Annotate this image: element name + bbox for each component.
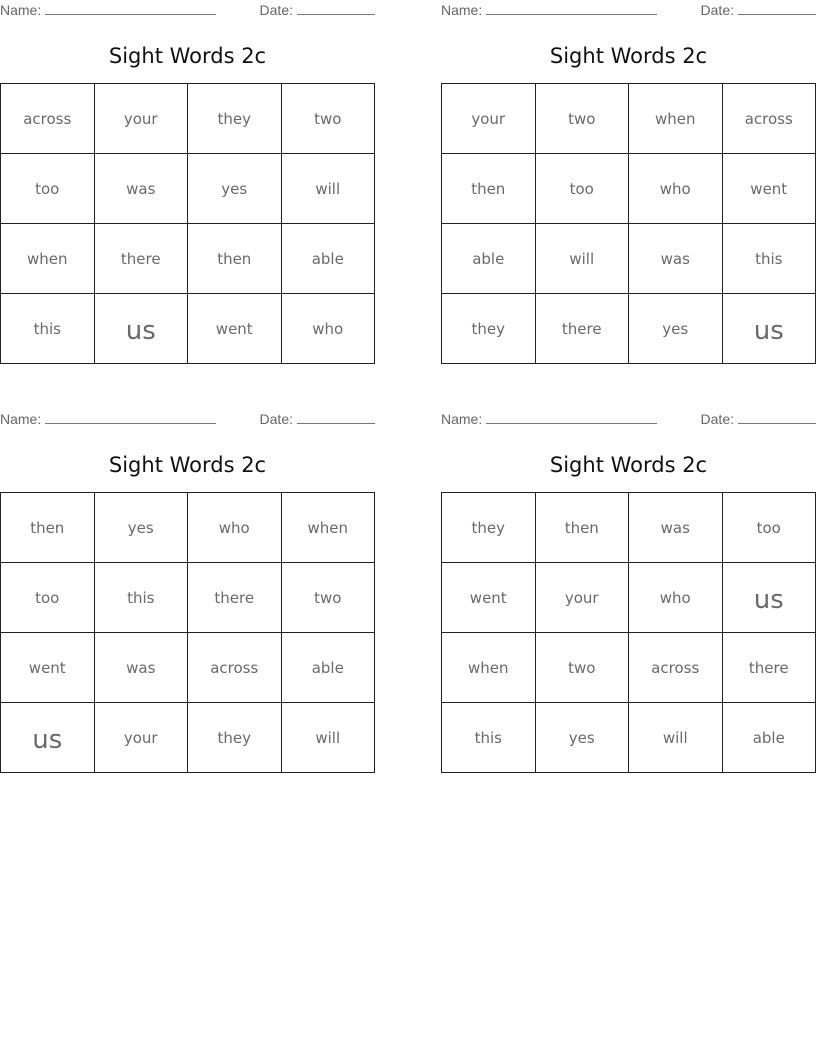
bingo-card-2 <box>441 0 816 364</box>
word-cell: went <box>188 294 282 364</box>
word-cell: there <box>536 294 630 364</box>
word-cell: they <box>188 703 282 773</box>
word-cell: yes <box>188 154 282 224</box>
word-cell: able <box>723 703 816 773</box>
word-cell: us <box>723 563 816 633</box>
word-cell: who <box>629 154 723 224</box>
word-cell: will <box>282 703 376 773</box>
name-label: Name: <box>441 2 483 18</box>
word-cell: us <box>95 294 189 364</box>
name-field[interactable] <box>441 411 657 427</box>
name-field[interactable] <box>441 2 657 18</box>
date-blank-line[interactable] <box>297 2 375 15</box>
word-cell: then <box>188 224 282 294</box>
date-field[interactable] <box>701 2 816 18</box>
card-title: Sight Words 2c <box>549 44 708 68</box>
word-cell: two <box>282 563 376 633</box>
word-cell: there <box>723 633 816 703</box>
name-blank-line[interactable] <box>45 2 216 15</box>
word-cell: this <box>95 563 189 633</box>
word-cell: they <box>442 493 536 563</box>
word-cell: two <box>536 84 630 154</box>
word-cell: this <box>723 224 816 294</box>
word-cell: will <box>536 224 630 294</box>
date-field[interactable] <box>260 2 375 18</box>
card-title: Sight Words 2c <box>108 453 267 477</box>
name-date-row <box>441 2 816 20</box>
name-date-row <box>0 411 375 429</box>
name-field[interactable] <box>0 2 216 18</box>
word-grid <box>441 83 816 364</box>
word-cell: this <box>1 294 95 364</box>
date-field[interactable] <box>701 411 816 427</box>
word-cell: went <box>442 563 536 633</box>
word-cell: went <box>1 633 95 703</box>
word-cell: went <box>723 154 816 224</box>
word-cell: when <box>629 84 723 154</box>
bingo-card-3 <box>0 409 375 773</box>
word-cell: then <box>536 493 630 563</box>
name-date-row <box>0 2 375 20</box>
name-field[interactable] <box>0 411 216 427</box>
word-cell: two <box>536 633 630 703</box>
name-label: Name: <box>0 411 42 427</box>
date-blank-line[interactable] <box>297 411 375 424</box>
date-label: Date: <box>700 411 734 427</box>
word-cell: was <box>629 224 723 294</box>
date-label: Date: <box>700 2 734 18</box>
word-cell: us <box>1 703 95 773</box>
word-cell: there <box>95 224 189 294</box>
word-cell: who <box>629 563 723 633</box>
name-date-row <box>441 411 816 429</box>
word-cell: will <box>629 703 723 773</box>
name-blank-line[interactable] <box>486 411 657 424</box>
word-cell: was <box>95 633 189 703</box>
word-cell: too <box>1 563 95 633</box>
word-cell: who <box>282 294 376 364</box>
word-cell: this <box>442 703 536 773</box>
word-cell: when <box>1 224 95 294</box>
word-cell: your <box>95 703 189 773</box>
word-cell: too <box>723 493 816 563</box>
word-cell: able <box>282 224 376 294</box>
date-blank-line[interactable] <box>738 2 816 15</box>
word-grid <box>0 492 375 773</box>
name-label: Name: <box>441 411 483 427</box>
card-title: Sight Words 2c <box>549 453 708 477</box>
date-label: Date: <box>259 411 293 427</box>
word-grid <box>441 492 816 773</box>
word-cell: yes <box>95 493 189 563</box>
word-cell: two <box>282 84 376 154</box>
bingo-card-1 <box>0 0 375 364</box>
word-cell: they <box>442 294 536 364</box>
word-cell: yes <box>536 703 630 773</box>
word-cell: they <box>188 84 282 154</box>
name-label: Name: <box>0 2 42 18</box>
word-cell: able <box>442 224 536 294</box>
bingo-card-4 <box>441 409 816 773</box>
word-cell: across <box>723 84 816 154</box>
date-blank-line[interactable] <box>738 411 816 424</box>
word-cell: when <box>282 493 376 563</box>
word-cell: there <box>188 563 282 633</box>
word-cell: across <box>629 633 723 703</box>
name-blank-line[interactable] <box>45 411 216 424</box>
word-cell: too <box>536 154 630 224</box>
word-cell: then <box>442 154 536 224</box>
word-cell: was <box>629 493 723 563</box>
word-cell: across <box>188 633 282 703</box>
card-title: Sight Words 2c <box>108 44 267 68</box>
word-cell: was <box>95 154 189 224</box>
word-cell: your <box>536 563 630 633</box>
word-cell: then <box>1 493 95 563</box>
word-cell: us <box>723 294 816 364</box>
word-cell: across <box>1 84 95 154</box>
word-cell: too <box>1 154 95 224</box>
word-cell: when <box>442 633 536 703</box>
word-cell: yes <box>629 294 723 364</box>
name-blank-line[interactable] <box>486 2 657 15</box>
word-cell: your <box>442 84 536 154</box>
word-cell: your <box>95 84 189 154</box>
word-grid <box>0 83 375 364</box>
word-cell: will <box>282 154 376 224</box>
date-field[interactable] <box>260 411 375 427</box>
word-cell: able <box>282 633 376 703</box>
word-cell: who <box>188 493 282 563</box>
date-label: Date: <box>259 2 293 18</box>
